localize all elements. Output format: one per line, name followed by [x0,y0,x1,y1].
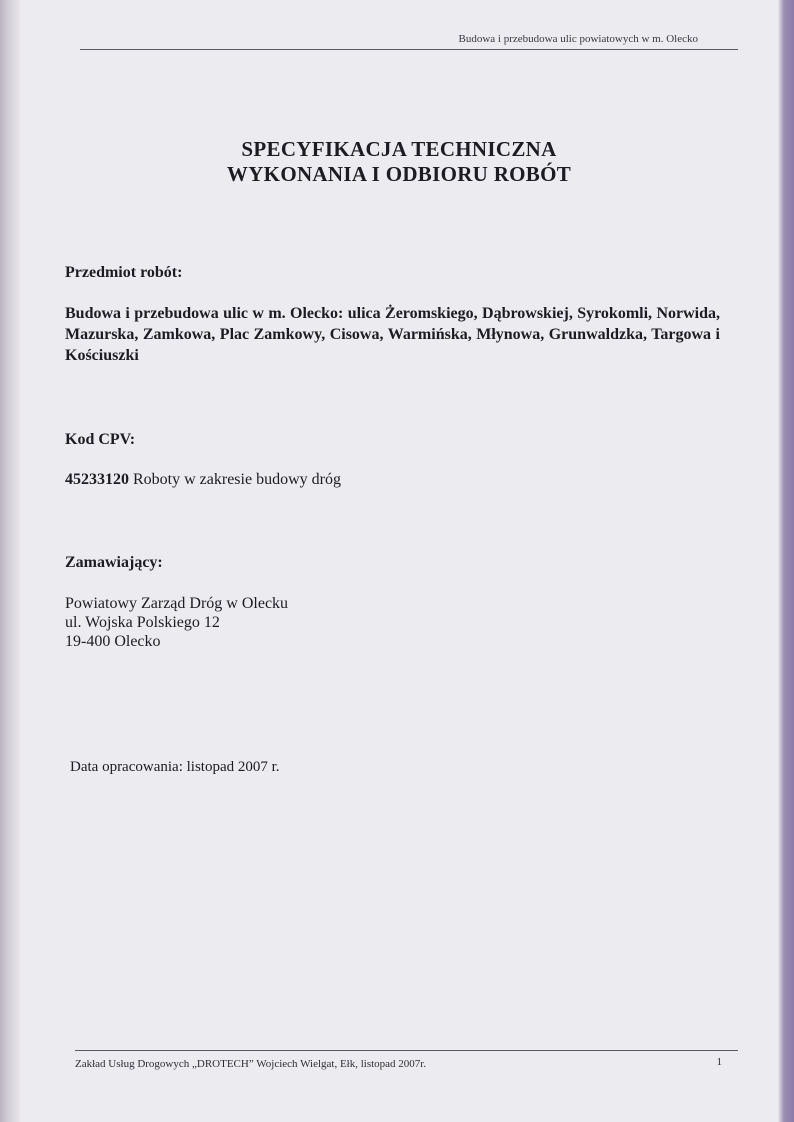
document-title-line-2: WYKONANIA I ODBIORU ROBÓT [226,162,572,186]
subject-text: Budowa i przebudowa ulic w m. Olecko: ulica Żeromskiego, Dąbrowskiej, Syrokomli, Norwida, Mazurska, Zamkowa, Plac Zamkowy, Cisowa, Warmińska, Młynowa, Grunwaldzka, Targowa i Kościuszki [65,305,720,364]
scan-right-edge [778,0,794,1122]
scan-left-edge [0,0,22,1122]
running-header: Budowa i przebudowa ulic powiatowych w m. Olecko [458,33,698,45]
document-title-line-1: SPECYFIKACJA TECHNICZNA [241,137,557,161]
cpv-heading: Kod CPV: [65,431,136,448]
client-name: Powiatowy Zarząd Dróg w Olecku [65,595,289,612]
footer-text: Zakład Usług Drogowych „DROTECH” Wojciech Wielgat, Ełk, listopad 2007r. [75,1058,427,1070]
client-city: 19-400 Olecko [65,633,161,650]
footer-rule [75,1050,738,1051]
page-number: 1 [716,1056,722,1068]
document-page [20,0,778,1122]
cpv-code: 45233120 [65,471,129,488]
client-street: ul. Wojska Polskiego 12 [65,614,220,631]
header-rule [80,49,738,50]
client-heading: Zamawiający: [65,554,163,571]
preparation-date: Data opracowania: listopad 2007 r. [70,759,280,775]
client-address [65,594,288,651]
subject-heading: Przedmiot robót: [65,264,183,281]
cpv-line [65,471,341,489]
document-title [20,137,778,187]
cpv-description: Roboty w zakresie budowy dróg [133,471,341,488]
